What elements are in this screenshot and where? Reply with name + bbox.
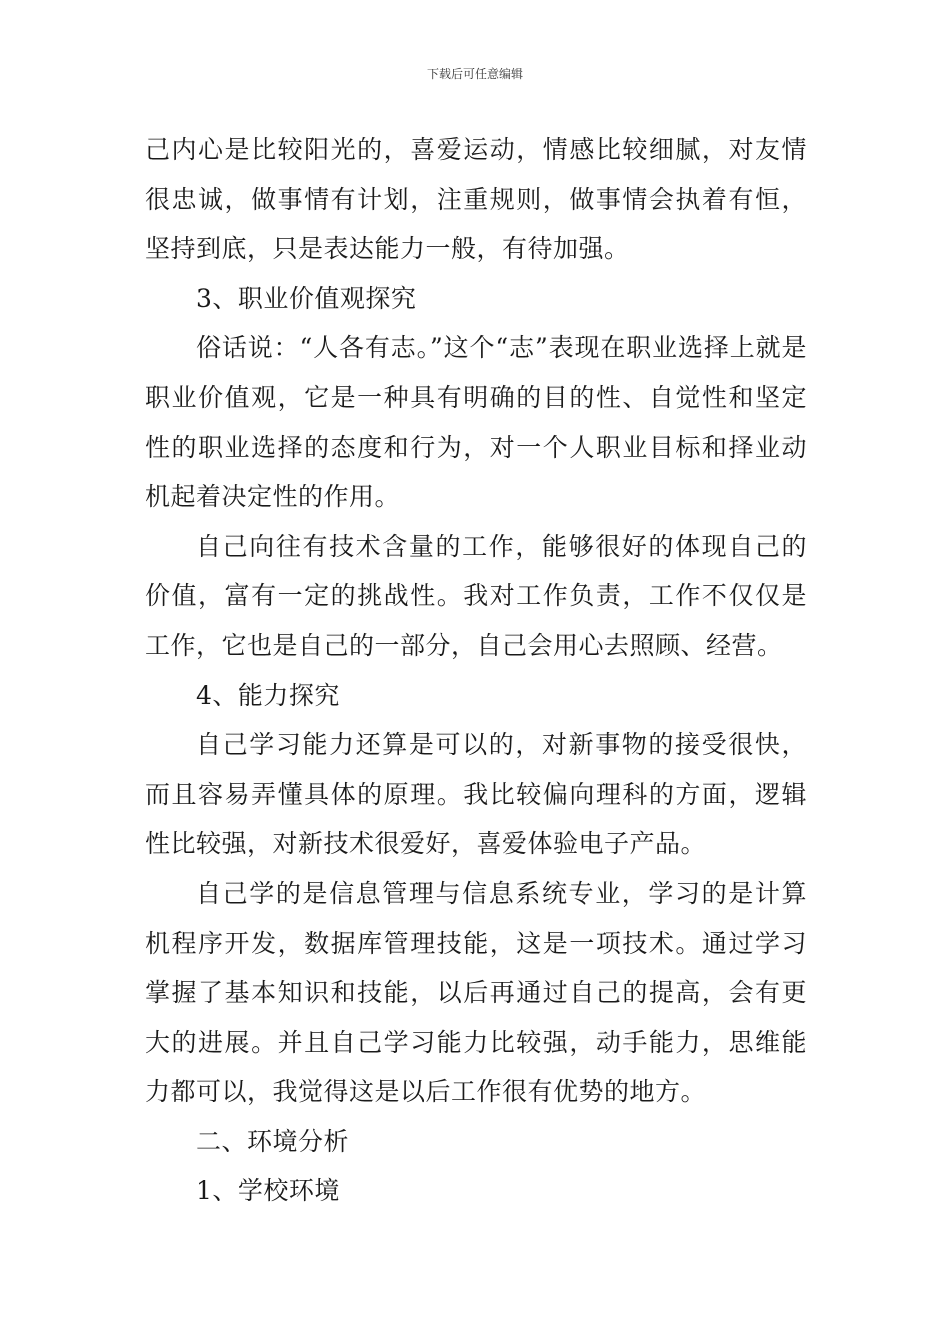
paragraph-career-values-definition: 俗话说：“人各有志。”这个“志”表现在职业选择上就是职业价值观，它是一种具有明确的目的性、自觉性和坚定性的职业选择的态度和行为，对一个人职业目标和择业动机起着决定性的作用。	[145, 333, 807, 512]
section-heading-career-values: 3、职业价值观探究	[196, 283, 417, 313]
paragraph-self-assessment-continued: 己内心是比较阳光的，喜爱运动，情感比较细腻，对友情很忠诚，做事情有计划，注重规则，做事情会执着有恒，坚持到底，只是表达能力一般，有待加强。	[145, 135, 807, 264]
page-header-note: 下载后可任意编辑	[426, 67, 523, 81]
section-heading-environment-analysis: 二、环境分析	[196, 1126, 350, 1156]
section-heading-ability: 4、能力探究	[196, 680, 340, 710]
section-heading-school-environment: 1、学校环境	[196, 1176, 340, 1206]
document-body	[145, 125, 807, 1216]
paragraph-ability-learning: 自己学习能力还算是可以的，对新事物的接受很快，而且容易弄懂具体的原理。我比较偏向理科的方面，逻辑性比较强，对新技术很爱好，喜爱体验电子产品。	[145, 730, 807, 859]
paragraph-ability-major: 自己学的是信息管理与信息系统专业，学习的是计算机程序开发，数据库管理技能，这是一项技术。通过学习掌握了基本知识和技能，以后再通过自己的提高，会有更大的进展。并且自己学习能力比较强，动手能力，思维能力都可以，我觉得这是以后工作很有优势的地方。	[145, 878, 807, 1107]
paragraph-career-values-personal: 自己向往有技术含量的工作，能够很好的体现自己的价值，富有一定的挑战性。我对工作负责，工作不仅仅是工作，它也是自己的一部分，自己会用心去照顾、经营。	[145, 531, 807, 660]
